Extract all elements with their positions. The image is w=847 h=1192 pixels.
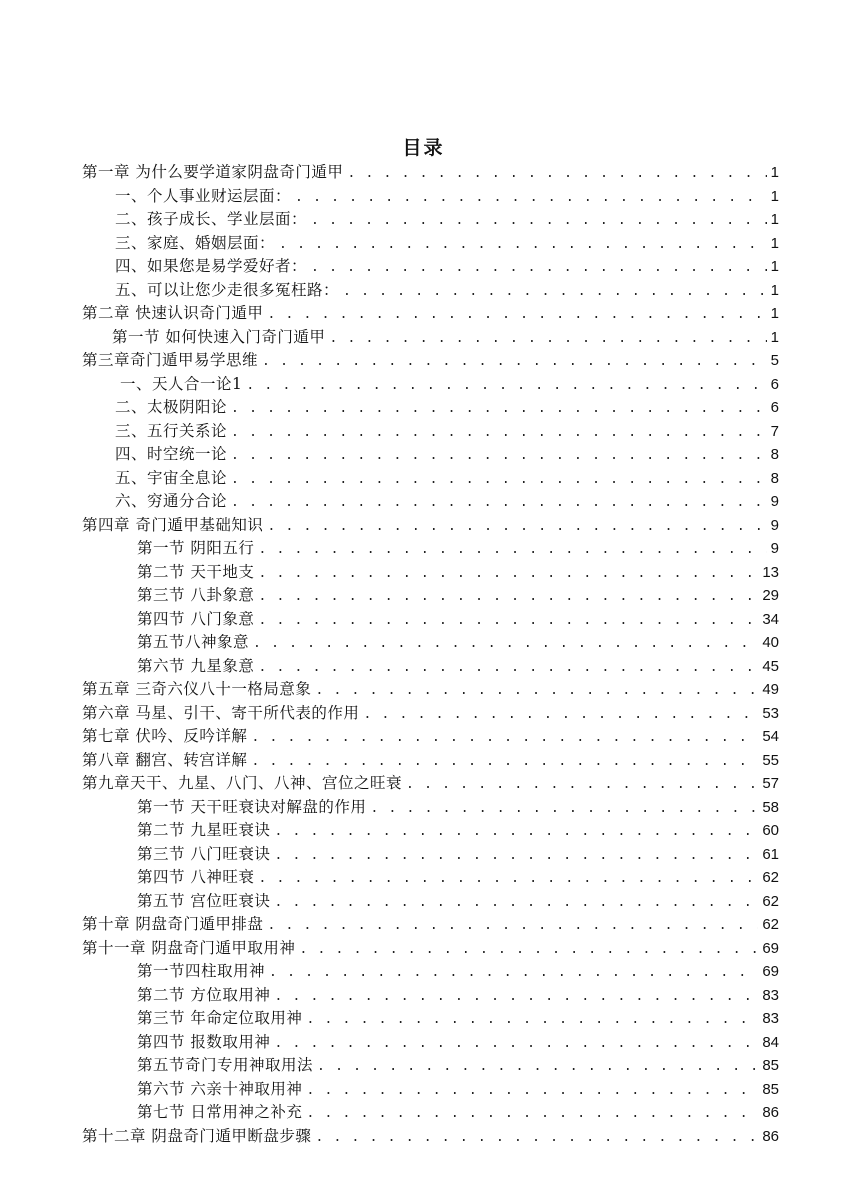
toc-entry-page-number: 9 bbox=[770, 540, 779, 557]
toc-entry-page-number: 5 bbox=[770, 352, 779, 369]
toc-dot-leader bbox=[267, 914, 758, 938]
toc-entry[interactable] bbox=[82, 678, 779, 702]
table-of-contents bbox=[82, 161, 779, 1148]
toc-entry[interactable] bbox=[82, 702, 779, 726]
toc-dot-leader bbox=[295, 186, 767, 210]
toc-dot-leader bbox=[274, 985, 758, 1009]
toc-dot-leader bbox=[274, 1032, 758, 1056]
toc-entry-label: 第一章 为什么要学道家阴盘奇门遁甲 bbox=[82, 163, 344, 181]
toc-entry-label: 第四节 报数取用神 bbox=[137, 1032, 271, 1051]
toc-dot-leader bbox=[315, 1126, 758, 1150]
toc-entry[interactable] bbox=[82, 420, 779, 444]
toc-entry-label: 四、时空统一论 bbox=[115, 445, 228, 463]
toc-entry-page-number: 53 bbox=[762, 704, 779, 722]
toc-dot-leader bbox=[267, 303, 766, 327]
toc-entry-label: 第六章 马星、引干、寄干所代表的作用 bbox=[82, 703, 360, 722]
toc-entry[interactable] bbox=[82, 608, 779, 632]
toc-entry-label: 二、孩子成长、学业层面： bbox=[115, 210, 308, 228]
toc-entry-page-number: 69 bbox=[762, 939, 779, 957]
toc-dot-leader bbox=[231, 491, 767, 515]
toc-entry-page-number: 13 bbox=[762, 563, 779, 581]
toc-entry-page-number: 85 bbox=[762, 1080, 779, 1098]
toc-entry-label: 第三章奇门遁甲易学思维 bbox=[82, 351, 259, 369]
toc-entry-label: 第二章 快速认识奇门遁甲 bbox=[82, 304, 264, 322]
toc-entry-label: 第十章 阴盘奇门遁甲排盘 bbox=[82, 915, 264, 933]
toc-entry[interactable] bbox=[82, 960, 779, 984]
toc-entry-page-number: 85 bbox=[762, 1057, 779, 1074]
toc-entry[interactable] bbox=[82, 1007, 779, 1031]
toc-entry[interactable] bbox=[82, 1054, 779, 1078]
toc-entry-label: 第一节四柱取用神 bbox=[137, 962, 266, 980]
toc-entry-label: 三、家庭、婚姻层面： bbox=[115, 233, 276, 252]
toc-entry-label: 第十一章 阴盘奇门遁甲取用神 bbox=[82, 938, 296, 957]
toc-entry-page-number: 34 bbox=[762, 610, 779, 628]
toc-dot-leader bbox=[279, 233, 767, 257]
toc-entry[interactable] bbox=[82, 279, 779, 303]
toc-entry[interactable] bbox=[82, 843, 779, 867]
toc-entry-page-number: 55 bbox=[762, 751, 779, 769]
toc-entry-page-number: 8 bbox=[770, 469, 779, 487]
toc-entry-label: 五、可以让您少走很多冤枉路： bbox=[115, 280, 340, 299]
toc-entry-page-number: 49 bbox=[762, 681, 779, 698]
toc-entry-page-number: 62 bbox=[762, 892, 779, 910]
toc-entry-label: 第六节 六亲十神取用神 bbox=[137, 1079, 303, 1098]
toc-entry-label: 三、五行关系论 bbox=[115, 421, 228, 440]
toc-entry-page-number: 1 bbox=[770, 234, 779, 252]
toc-entry-label: 第五节 宫位旺衰诀 bbox=[137, 891, 271, 910]
toc-entry-label: 第十二章 阴盘奇门遁甲断盘步骤 bbox=[82, 1126, 312, 1145]
toc-entry-page-number: 6 bbox=[770, 375, 779, 393]
toc-entry-page-number: 1 bbox=[770, 211, 779, 228]
toc-dot-leader bbox=[246, 374, 766, 398]
toc-dot-leader bbox=[306, 1079, 758, 1103]
toc-entry-page-number: 86 bbox=[762, 1104, 779, 1121]
toc-entry[interactable] bbox=[82, 349, 779, 373]
toc-dot-leader bbox=[306, 1008, 758, 1032]
toc-entry-page-number: 8 bbox=[770, 446, 779, 463]
toc-dot-leader bbox=[231, 468, 767, 492]
toc-dot-leader bbox=[311, 256, 767, 280]
toc-entry-page-number: 1 bbox=[770, 328, 779, 346]
toc-entry[interactable] bbox=[82, 890, 779, 914]
toc-entry[interactable] bbox=[82, 984, 779, 1008]
toc-entry[interactable] bbox=[82, 396, 779, 420]
toc-entry-page-number: 86 bbox=[762, 1127, 779, 1145]
toc-entry-label: 第九章天干、九星、八门、八神、宫位之旺衰 bbox=[82, 774, 403, 792]
toc-dot-leader bbox=[299, 938, 758, 962]
toc-entry-page-number: 7 bbox=[770, 422, 779, 440]
toc-dot-leader bbox=[274, 891, 758, 915]
toc-entry[interactable] bbox=[82, 796, 779, 820]
toc-entry-page-number: 69 bbox=[762, 963, 779, 980]
toc-entry-label: 第五节八神象意 bbox=[137, 633, 250, 651]
toc-dot-leader bbox=[258, 656, 758, 680]
toc-entry[interactable] bbox=[82, 561, 779, 585]
toc-entry-page-number: 83 bbox=[762, 1010, 779, 1027]
toc-entry[interactable] bbox=[82, 326, 779, 350]
toc-entry-label: 六、穷通分合论 bbox=[115, 492, 228, 510]
toc-dot-leader bbox=[315, 679, 758, 703]
toc-entry[interactable] bbox=[82, 584, 779, 608]
toc-dot-leader bbox=[274, 844, 758, 868]
toc-dot-leader bbox=[343, 280, 767, 304]
toc-entry-label: 第三节 年命定位取用神 bbox=[137, 1009, 303, 1027]
toc-dot-leader bbox=[231, 444, 767, 468]
toc-entry[interactable] bbox=[82, 937, 779, 961]
toc-entry-label: 第一节 如何快速入门奇门遁甲 bbox=[112, 327, 326, 346]
toc-dot-leader bbox=[406, 773, 758, 797]
toc-dot-leader bbox=[258, 562, 758, 586]
toc-entry[interactable] bbox=[82, 1125, 779, 1149]
toc-entry-page-number: 9 bbox=[770, 493, 779, 510]
toc-entry-label: 第七节 日常用神之补充 bbox=[137, 1103, 303, 1121]
toc-entry[interactable] bbox=[82, 819, 779, 843]
toc-dot-leader bbox=[370, 797, 758, 821]
toc-entry-label: 五、宇宙全息论 bbox=[115, 468, 228, 487]
toc-entry[interactable] bbox=[82, 514, 779, 538]
toc-entry[interactable] bbox=[82, 185, 779, 209]
toc-entry-page-number: 1 bbox=[770, 164, 779, 181]
toc-entry-label: 第五节奇门专用神取用法 bbox=[137, 1056, 314, 1074]
toc-entry-label: 第四章 奇门遁甲基础知识 bbox=[82, 515, 264, 534]
toc-entry-page-number: 45 bbox=[762, 657, 779, 675]
toc-dot-leader bbox=[253, 632, 758, 656]
toc-entry-label: 第二节 九星旺衰诀 bbox=[137, 821, 271, 839]
toc-entry[interactable] bbox=[82, 232, 779, 256]
toc-entry-page-number: 84 bbox=[762, 1033, 779, 1051]
toc-entry[interactable] bbox=[82, 749, 779, 773]
toc-entry-label: 第一节 天干旺衰诀对解盘的作用 bbox=[137, 797, 367, 816]
toc-entry[interactable] bbox=[82, 490, 779, 514]
toc-entry-label: 第四节 八门象意 bbox=[137, 609, 255, 628]
toc-entry[interactable] bbox=[82, 161, 779, 185]
toc-entry[interactable] bbox=[82, 537, 779, 561]
toc-dot-leader bbox=[269, 961, 758, 985]
toc-dot-leader bbox=[274, 820, 758, 844]
toc-dot-leader bbox=[251, 726, 758, 750]
toc-entry[interactable] bbox=[82, 1078, 779, 1102]
toc-entry-page-number: 9 bbox=[770, 516, 779, 534]
toc-entry-label: 一、天人合一论1 bbox=[120, 374, 243, 393]
toc-dot-leader bbox=[258, 538, 766, 562]
toc-entry-page-number: 83 bbox=[762, 986, 779, 1004]
toc-entry-page-number: 40 bbox=[762, 634, 779, 651]
toc-dot-leader bbox=[363, 703, 758, 727]
toc-entry[interactable] bbox=[82, 1101, 779, 1125]
toc-entry-page-number: 1 bbox=[770, 281, 779, 299]
toc-entry-page-number: 1 bbox=[770, 187, 779, 205]
toc-dot-leader bbox=[231, 421, 767, 445]
toc-entry-label: 第六节 九星象意 bbox=[137, 656, 255, 675]
toc-entry[interactable] bbox=[82, 302, 779, 326]
toc-entry-page-number: 62 bbox=[762, 869, 779, 886]
toc-title: 目录 bbox=[402, 137, 445, 159]
toc-dot-leader bbox=[317, 1055, 758, 1079]
toc-entry-page-number: 60 bbox=[762, 822, 779, 839]
toc-entry-label: 二、太极阴阳论 bbox=[115, 398, 228, 416]
toc-dot-leader bbox=[258, 867, 758, 891]
toc-dot-leader bbox=[267, 515, 766, 539]
toc-entry-page-number: 58 bbox=[762, 798, 779, 816]
toc-entry-label: 一、个人事业财运层面： bbox=[115, 186, 292, 205]
toc-entry[interactable] bbox=[82, 725, 779, 749]
toc-entry[interactable] bbox=[82, 655, 779, 679]
toc-entry-label: 第三节 八门旺衰诀 bbox=[137, 844, 271, 863]
toc-entry-label: 第八章 翻宫、转宫详解 bbox=[82, 750, 248, 769]
toc-entry-page-number: 62 bbox=[762, 916, 779, 933]
toc-entry-page-number: 6 bbox=[770, 399, 779, 416]
toc-entry-page-number: 1 bbox=[770, 258, 779, 275]
toc-dot-leader bbox=[329, 327, 766, 351]
toc-dot-leader bbox=[251, 750, 758, 774]
toc-dot-leader bbox=[262, 350, 767, 374]
toc-entry[interactable] bbox=[82, 772, 779, 796]
toc-entry-page-number: 54 bbox=[762, 728, 779, 745]
toc-entry-label: 第四节 八神旺衰 bbox=[137, 868, 255, 886]
toc-entry-page-number: 61 bbox=[762, 845, 779, 863]
toc-entry-label: 第一节 阴阳五行 bbox=[137, 539, 255, 557]
toc-entry[interactable] bbox=[82, 208, 779, 232]
toc-dot-leader bbox=[258, 585, 758, 609]
toc-entry[interactable] bbox=[82, 866, 779, 890]
toc-entry[interactable] bbox=[82, 467, 779, 491]
toc-entry-label: 第五章 三奇六仪八十一格局意象 bbox=[82, 680, 312, 698]
toc-entry-page-number: 29 bbox=[762, 587, 779, 604]
toc-entry-label: 第三节 八卦象意 bbox=[137, 586, 255, 604]
toc-entry-label: 第二节 天干地支 bbox=[137, 562, 255, 581]
toc-dot-leader bbox=[306, 1102, 758, 1126]
toc-entry[interactable] bbox=[82, 913, 779, 937]
toc-dot-leader bbox=[311, 209, 767, 233]
toc-entry[interactable] bbox=[82, 373, 779, 397]
toc-entry-page-number: 57 bbox=[762, 775, 779, 792]
toc-entry[interactable] bbox=[82, 631, 779, 655]
toc-entry-label: 四、如果您是易学爱好者： bbox=[115, 257, 308, 275]
toc-entry[interactable] bbox=[82, 443, 779, 467]
toc-dot-leader bbox=[231, 397, 767, 421]
toc-dot-leader bbox=[347, 162, 766, 186]
toc-dot-leader bbox=[258, 609, 758, 633]
toc-entry-label: 第二节 方位取用神 bbox=[137, 985, 271, 1004]
toc-entry-label: 第七章 伏吟、反吟详解 bbox=[82, 727, 248, 745]
toc-entry-page-number: 1 bbox=[770, 305, 779, 322]
toc-entry[interactable] bbox=[82, 1031, 779, 1055]
toc-entry[interactable] bbox=[82, 255, 779, 279]
